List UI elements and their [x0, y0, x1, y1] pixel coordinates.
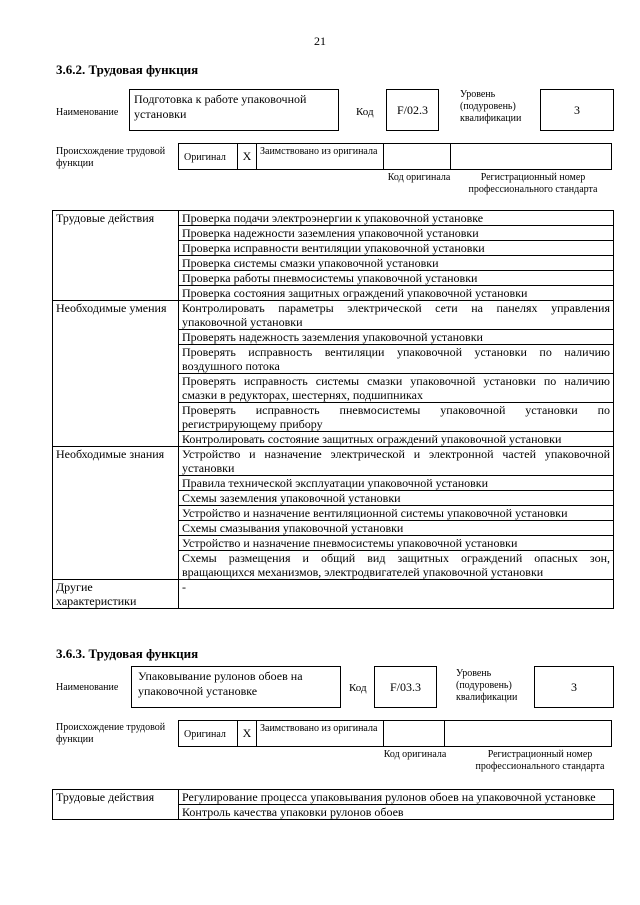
level-box: [534, 666, 614, 708]
competency-table: [52, 789, 614, 820]
code-label: Код: [356, 106, 374, 118]
row-item: Устройство и назначение пневмосистемы упаковочной установки: [179, 536, 614, 551]
code-original-cell: [383, 143, 451, 170]
row-item: Устройство и назначение электрической и электронной частей упаковочной установки: [179, 447, 614, 476]
row-item: Проверка системы смазки упаковочной установки: [179, 256, 614, 271]
borrowed-cell: [256, 720, 384, 747]
original-mark: X: [242, 726, 252, 740]
original-label: Оригинал: [184, 729, 226, 740]
row-item: Проверка состояния защитных ограждений упаковочной установки: [179, 286, 614, 301]
name-label: Наименование: [56, 682, 119, 693]
section-title: 3.6.3. Трудовая функция: [56, 646, 199, 661]
reg-number-caption: Регистрационный номер профессионального стандарта: [475, 749, 605, 772]
row-item: Контроль качества упаковки рулонов обоев: [179, 805, 614, 820]
level-value: 3: [571, 680, 577, 694]
borrowed-cell: [256, 143, 384, 170]
row-category: Другие характеристики: [53, 580, 179, 609]
page-number: 21: [314, 34, 326, 48]
row-item: Схемы размещения и общий вид защитных ограждений опасных зон, вращающихся механизмов, электродвигателей упаковочной установки: [179, 551, 614, 580]
row-category: Необходимые знания: [53, 447, 179, 580]
code-original-caption: Код оригинала: [383, 749, 447, 760]
function-name-box: [131, 666, 341, 708]
borrowed-label: Заимствовано из оригинала: [260, 146, 378, 157]
row-item: Устройство и назначение вентиляционной системы упаковочной установки: [179, 506, 614, 521]
level-value: 3: [574, 103, 580, 117]
competency-table: [52, 210, 614, 609]
table-row: [53, 580, 614, 609]
name-label: Наименование: [56, 107, 119, 118]
section-title: 3.6.2. Трудовая функция: [56, 62, 199, 77]
row-item: Проверка подачи электроэнергии к упаковочной установке: [179, 211, 614, 226]
reg-number-cell: [444, 720, 612, 747]
table-row: [53, 447, 614, 476]
row-item: -: [179, 580, 614, 609]
row-item: Схемы смазывания упаковочной установки: [179, 521, 614, 536]
row-category: Необходимые умения: [53, 301, 179, 447]
row-item: Проверка исправности вентиляции упаковочной установки: [179, 241, 614, 256]
borrowed-label: Заимствовано из оригинала: [260, 723, 378, 734]
code-box: [386, 89, 439, 131]
row-item: Схемы заземления упаковочной установки: [179, 491, 614, 506]
origin-label: Происхождение трудовой функции: [56, 146, 166, 169]
table-row: [53, 790, 614, 805]
original-label: Оригинал: [184, 152, 226, 163]
original-cell: [178, 143, 238, 170]
row-item: Проверка надежности заземления упаковочной установки: [179, 226, 614, 241]
code-value: F/03.3: [389, 680, 421, 694]
function-name: Упаковывание рулонов обоев на упаковочной установке: [138, 669, 303, 698]
origin-table: [178, 720, 611, 747]
reg-number-caption: Регистрационный номер профессионального стандарта: [468, 172, 598, 195]
code-box: [374, 666, 437, 708]
row-category: Трудовые действия: [53, 790, 179, 820]
row-item: Проверять исправность вентиляции упаковочной установки по наличию воздушного потока: [179, 345, 614, 374]
origin-table: [178, 143, 611, 170]
row-item: Проверять исправность пневмосистемы упаковочной установки по регистрирующему прибору: [179, 403, 614, 432]
row-item: Контролировать состояние защитных ограждений упаковочной установки: [179, 432, 614, 447]
code-original-caption: Код оригинала: [387, 172, 451, 183]
reg-number-cell: [450, 143, 612, 170]
row-item: Проверять надежность заземления упаковочной установки: [179, 330, 614, 345]
row-category: Трудовые действия: [53, 211, 179, 301]
origin-label: Происхождение трудовой функции: [56, 722, 166, 745]
row-item: Контролировать параметры электрической сети на панелях управления упаковочной установки: [179, 301, 614, 330]
row-item: Проверка работы пневмосистемы упаковочной установки: [179, 271, 614, 286]
original-mark-cell: [237, 143, 257, 170]
original-mark: X: [242, 149, 252, 163]
code-label: Код: [349, 682, 367, 694]
table-row: [53, 211, 614, 226]
original-mark-cell: [237, 720, 257, 747]
function-name: Подготовка к работе упаковочной установки: [134, 92, 307, 121]
level-label: Уровень (подуровень) квалификации: [460, 89, 522, 124]
code-value: F/02.3: [396, 103, 428, 117]
row-item: Регулирование процесса упаковывания рулонов обоев на упаковочной установке: [179, 790, 614, 805]
row-item: Проверять исправность системы смазки упаковочной установки по наличию смазки в редукторах, шестернях, подшипниках: [179, 374, 614, 403]
code-original-cell: [383, 720, 445, 747]
level-label: Уровень (подуровень) квалификации: [456, 668, 518, 703]
original-cell: [178, 720, 238, 747]
row-item: Правила технической эксплуатации упаковочной установки: [179, 476, 614, 491]
level-box: [540, 89, 614, 131]
function-name-box: [129, 89, 339, 131]
table-row: [53, 301, 614, 330]
